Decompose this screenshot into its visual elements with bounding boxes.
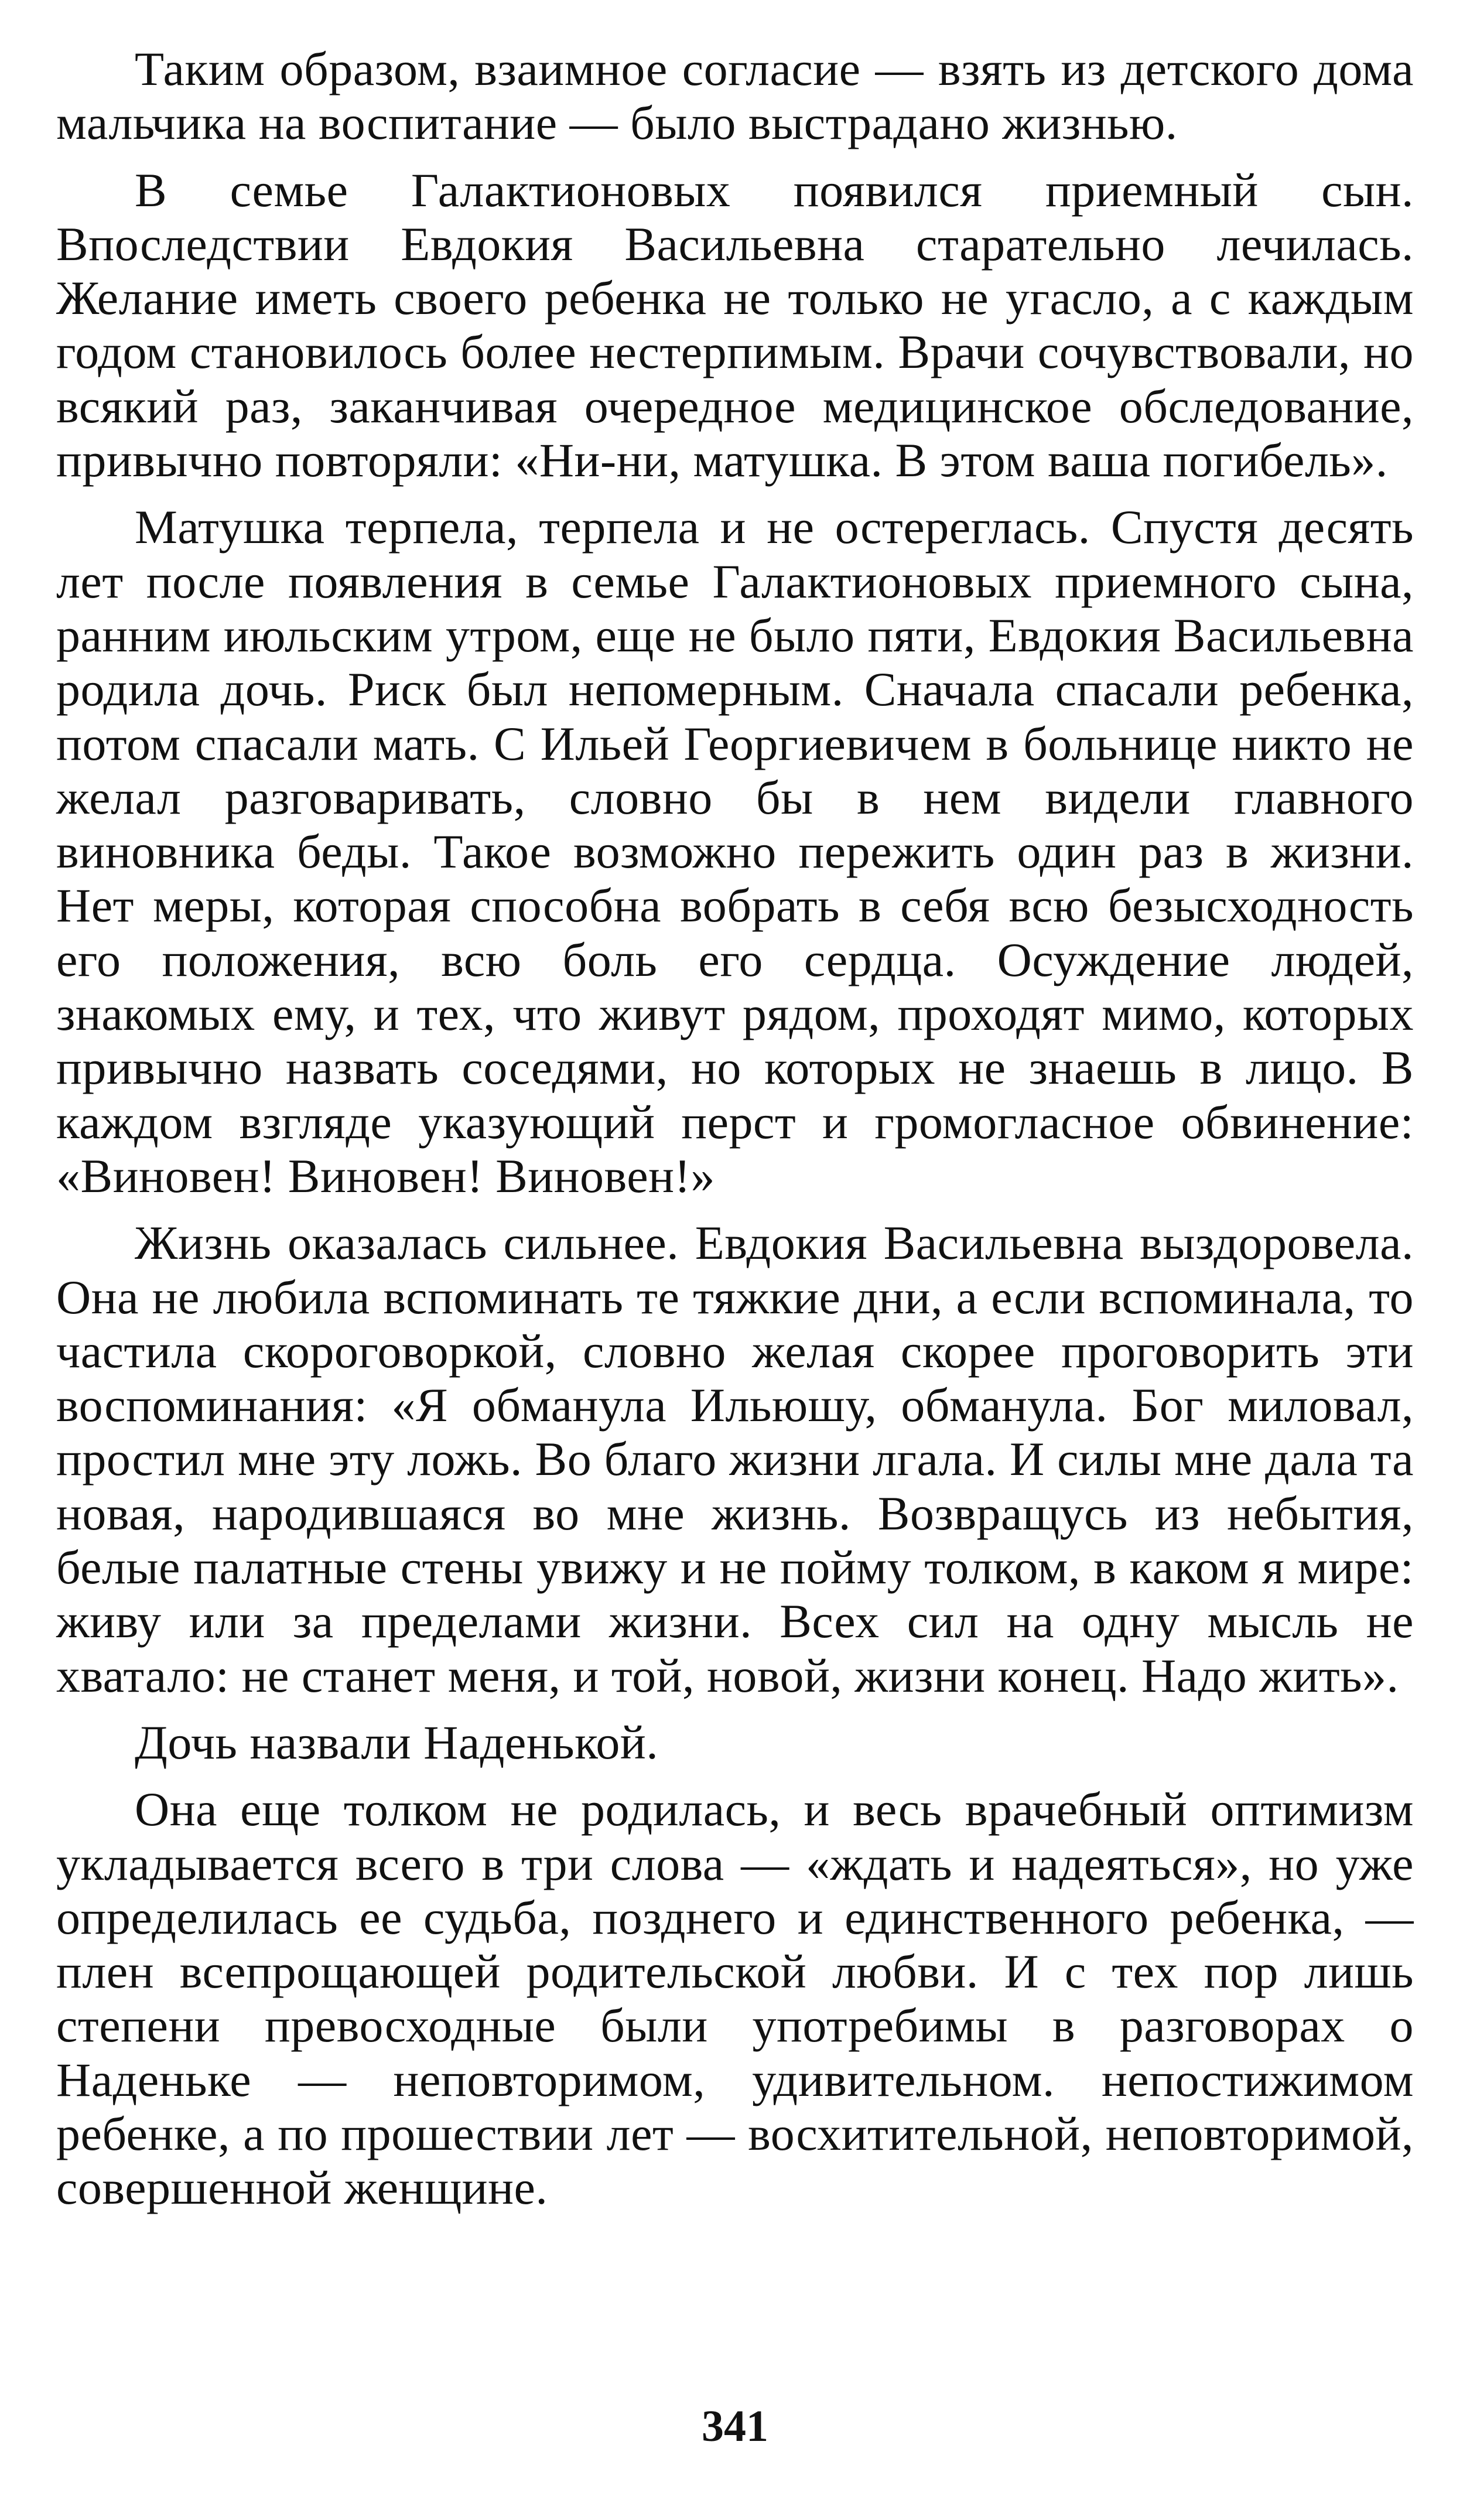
paragraph-1: Таким образом, взаимное согласие — взять из детского дома мальчика на воспитание — было выстрадано жизнью.	[56, 42, 1414, 150]
paragraph-5: Дочь назвали Наденькой.	[135, 1715, 659, 1769]
paragraph-gap	[56, 1203, 1414, 1216]
page-number: 341	[702, 2402, 768, 2451]
paragraph-4: Жизнь оказалась сильнее. Евдокия Васильевна выздоровела. Она не любила вспоминать те тяжкие дни, а если вспоминала, то частила скороговоркой, словно желая скорее проговорить эти воспоминания: «Я обманула Ильюшу, обманула. Бог миловал, простил мне эту ложь. Во благо жизни лгала. И силы мне дала та новая, народившаяся во мне жизнь. Возвращусь из небытия, белые палатные стены увижу и не пойму толком, в каком я мире: живу или за пределами жизни. Всех сил на одну мысль не хватало: не станет меня, и той, новой, жизни конец. Надо жить».	[56, 1216, 1414, 1702]
paragraph-gap	[56, 1770, 1414, 1783]
paragraph-6: Она еще толком не родилась, и весь врачебный оптимизм укладывается всего в три слова — «ждать и надеяться», но уже определилась ее судьба, позднего и единственного ребенка, — плен всепрощающей родительской любви. И с тех пор лишь степени превосходные были употребимы в разговорах о Наденьке — неповторимом, удивительном. непостижимом ребенке, а по прошествии лет — восхитительной, неповторимой, совершенной женщине.	[56, 1783, 1414, 2215]
paragraph-gap	[56, 151, 1414, 163]
paragraph-gap	[56, 1703, 1414, 1716]
paragraph-2: В семье Галактионовых появился приемный сын. Впоследствии Евдокия Васильевна старательно лечилась. Желание иметь своего ребенка не только не угасло, а с каждым годом становилось более нестерпимым. Врачи сочувствовали, но всякий раз, заканчивая очередное медицинское обследование, привычно повторяли: «Ни-ни, матушка. В этом ваша погибель».	[56, 163, 1414, 487]
paragraph-3: Матушка терпела, терпела и не остереглась. Спустя десять лет после появления в семье Галактионовых приемного сына, ранним июльским утром, еще не было пяти, Евдокия Васильевна родила дочь. Риск был непомерным. Сначала спасали ребенка, потом спасали мать. С Ильей Георгиевичем в больнице никто не желал разговаривать, словно бы в нем видели главного виновника беды. Такое возможно пережить один раз в жизни. Нет меры, которая способна вобрать в себя всю безысходность его положения, всю боль его сердца. Осуждение людей, знакомых ему, и тех, что живут рядом, проходят мимо, которых привычно назвать соседями, но которых не знаешь в лицо. В каждом взгляде указующий перст и громогласное обвинение: «Виновен! Виновен! Виновен!»	[56, 500, 1414, 1203]
paragraph-gap	[56, 487, 1414, 500]
book-page	[56, 42, 1414, 2479]
